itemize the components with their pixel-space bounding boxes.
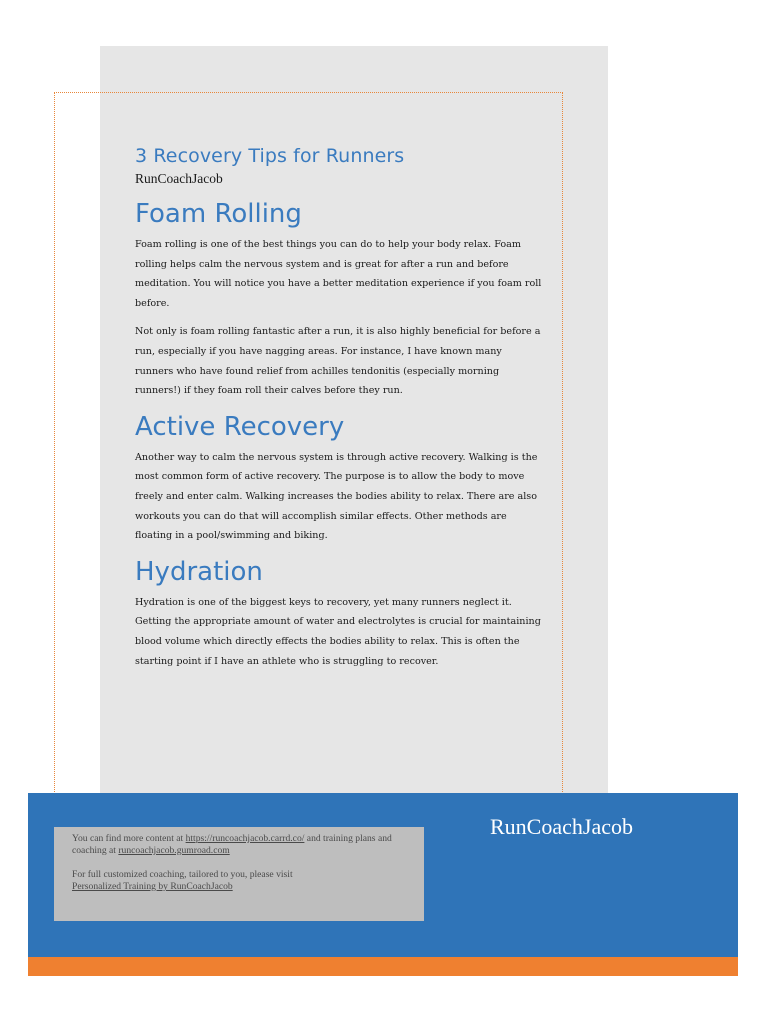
footer-accent-stripe (28, 957, 738, 976)
document-body (135, 143, 543, 680)
paragraph: Foam rolling is one of the best things you can do to help your body relax. Foam rolling helps calm the nervous system and is great for after a run and before meditation. You will notice you have a better meditation experience if you foam roll before. (135, 239, 542, 309)
section-heading-foam-rolling: Foam Rolling (135, 199, 302, 229)
carrd-link[interactable]: https://runcoachjacob.carrd.co/ (185, 833, 305, 844)
footer-text: You can find more content at (72, 833, 186, 844)
section-heading-active-recovery: Active Recovery (135, 411, 345, 442)
footer-coaching-line (72, 869, 406, 893)
footer-content-line (72, 833, 406, 857)
footer-text: For full customized coaching, tailored to you, please visit (72, 869, 293, 880)
personalized-training-link[interactable]: Personalized Training by RunCoachJacob (72, 881, 233, 892)
footer-text: and training plans and coaching at (72, 833, 392, 856)
document-title: 3 Recovery Tips for Runners (135, 145, 405, 167)
gumroad-link[interactable]: runcoachjacob.gumroad.com (118, 845, 230, 856)
footer-brand: RunCoachJacob (490, 814, 633, 839)
footer-info-box (54, 827, 424, 921)
paragraph: Not only is foam rolling fantastic after a run, it is also highly beneficial for before a run, especially if you have nagging areas. For instance, I have known many runners who have found relief from achilles tendonitis (especially morning runners!) if they foam roll their calves before they run. (135, 326, 541, 397)
section-heading-hydration: Hydration (135, 556, 263, 587)
paragraph: Hydration is one of the biggest keys to recovery, yet many runners neglect it. Getting the appropriate amount of water and electrolytes is crucial for maintaining blood volume which directly effects the bodies ability to relax. This is often the starting point if I have an athlete who is struggling to recover. (135, 596, 541, 667)
paragraph: Another way to calm the nervous system is through active recovery. Walking is the most common form of active recovery. The purpose is to allow the body to move freely and enter calm. Walking increases the bodies ability to relax. There are also workouts you can do that will accomplish similar effects. Other methods are floating in a pool/swimming and biking. (135, 451, 538, 542)
document-author: RunCoachJacob (135, 171, 223, 186)
